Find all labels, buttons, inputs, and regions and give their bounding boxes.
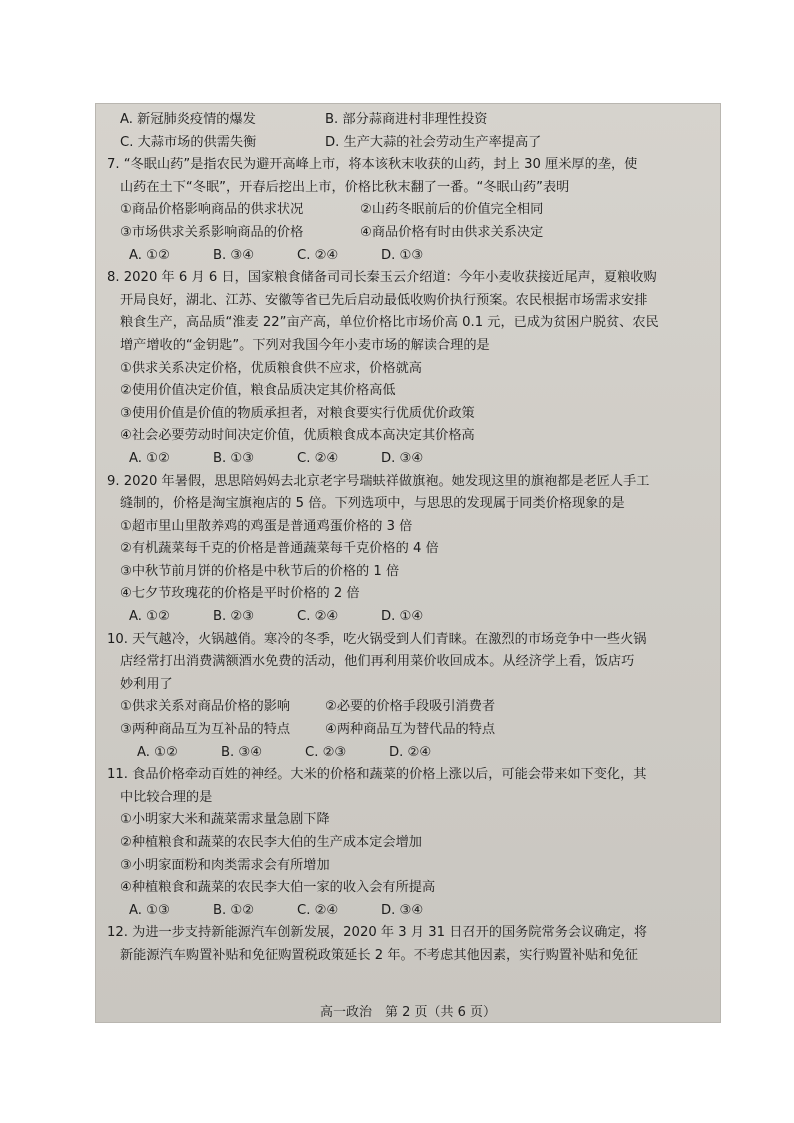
q11-stem-line2: 中比较合理的是 [120, 789, 213, 805]
q6-options-row1 [107, 109, 711, 132]
q8-option-b: B. ①③ [213, 450, 255, 466]
q6-option-b: B. 部分蒜商进村非理性投资 [325, 112, 488, 127]
q9-statement-4: ④七夕节玫瑰花的价格是平时价格的 2 倍 [120, 586, 360, 602]
q12-stem-line2: 新能源汽车购置补贴和免征购置税政策延长 2 年。不考虑其他因素，实行购置补贴和免征 [120, 947, 638, 963]
q7-statements-row2 [107, 222, 711, 245]
q10-stem-line3: 妙利用了 [120, 676, 173, 692]
q9-option-b: B. ②③ [213, 609, 255, 625]
q11-stem-line1: 11. 食品价格牵动百姓的神经。大米的价格和蔬菜的价格上涨以后，可能会带来如下变化，其 [107, 767, 647, 783]
q9-statement-2: ②有机蔬菜每千克的价格是普通蔬菜每千克价格的 4 倍 [120, 541, 439, 557]
q9-option-d: D. ①④ [381, 609, 424, 625]
q11-option-a: A. ①③ [129, 902, 170, 918]
q9-statement-1: ①超市里山里散养鸡的鸡蛋是普通鸡蛋价格的 3 倍 [120, 518, 413, 534]
q10-statement-4: ④两种商品互为替代品的特点 [325, 722, 496, 738]
page-footer: 高一政治 第 2 页（共 6 页） [319, 1005, 497, 1020]
q10-statement-1: ①供求关系对商品价格的影响 [120, 699, 291, 715]
q7-statement-4: ④商品价格有时由供求关系决定 [360, 224, 544, 240]
page-content [107, 109, 711, 968]
q8-answer-options [107, 448, 711, 471]
q7-statements-row1 [107, 199, 711, 222]
q9-option-c: C. ②④ [297, 609, 339, 625]
q10-statements-row1 [107, 696, 711, 719]
q6-option-d: D. 生产大蒜的社会劳动生产率提高了 [325, 134, 542, 150]
q7-option-d: D. ①③ [381, 247, 424, 263]
q11-statement-2: ②种植粮食和蔬菜的农民李大伯的生产成本定会增加 [120, 835, 422, 850]
q7-stem-line2: 山药在土下“冬眠”，开春后挖出上市，价格比秋末翻了一番。“冬眠山药”表明 [120, 179, 570, 195]
q10-stem-line1: 10. 天气越冷，火锅越俏。寒冷的冬季，吃火锅受到人们青睐。在激烈的市场竞争中一些火锅 [107, 631, 647, 647]
q10-statement-2: ②必要的价格手段吸引消费者 [325, 699, 496, 715]
q9-stem-line2: 缝制的，价格是淘宝旗袍店的 5 倍。下列选项中，与思思的发现属于同类价格现象的是 [120, 496, 625, 512]
q11-option-c: C. ②④ [297, 902, 339, 918]
q10-option-c: C. ②③ [305, 744, 347, 760]
q10-option-a: A. ①② [137, 744, 178, 760]
q6-option-c: C. 大蒜市场的供需失衡 [120, 134, 257, 150]
q7-statement-1: ①商品价格影响商品的供求状况 [120, 202, 304, 218]
q12-stem-line1: 12. 为进一步支持新能源汽车创新发展，2020 年 3 月 31 日召开的国务院常务会议确定，将 [107, 925, 648, 941]
q11-option-b: B. ①② [213, 902, 255, 918]
q8-option-c: C. ②④ [297, 450, 339, 466]
q8-option-a: A. ①② [129, 450, 170, 466]
exam-page [95, 103, 721, 1023]
q7-option-c: C. ②④ [297, 247, 339, 263]
q11-statement-4: ④种植粮食和蔬菜的农民李大伯一家的收入会有所提高 [120, 880, 436, 896]
q8-statement-1: ①供求关系决定价格，优质粮食供不应求，价格就高 [120, 360, 422, 376]
q8-option-d: D. ③④ [381, 450, 424, 466]
q10-option-b: B. ③④ [221, 744, 263, 760]
q7-stem-line1: 7. “冬眠山药”是指农民为避开高峰上市，将本该秋末收获的山药，封上 30 厘米厚的垄，使 [107, 157, 638, 173]
q11-statement-1: ①小明家大米和蔬菜需求量急剧下降 [120, 812, 330, 828]
q7-statement-3: ③市场供求关系影响商品的价格 [120, 224, 304, 240]
q10-statement-3: ③两种商品互为互补品的特点 [120, 722, 291, 738]
q7-statement-2: ②山药冬眠前后的价值完全相同 [360, 202, 544, 218]
q8-stem-line4: 增产增收的“金钥匙”。下列对我国今年小麦市场的解读合理的是 [120, 337, 490, 353]
q9-statement-3: ③中秋节前月饼的价格是中秋节后的价格的 1 倍 [120, 563, 400, 579]
q10-stem-line2: 店经常打出消费满额酒水免费的活动，他们再利用菜价收回成本。从经济学上看，饭店巧 [120, 654, 635, 670]
q7-option-b: B. ③④ [213, 247, 255, 263]
q10-answer-options [107, 742, 711, 765]
q8-statement-4: ④社会必要劳动时间决定价值，优质粮食成本高决定其价格高 [120, 428, 475, 444]
q9-stem-line1: 9. 2020 年暑假，思思陪妈妈去北京老字号瑞蚨祥做旗袍。她发现这里的旗袍都是老匠人手工 [107, 473, 650, 489]
q7-option-a: A. ①② [129, 247, 170, 263]
q8-statement-3: ③使用价值是价值的物质承担者，对粮食要实行优质优价政策 [120, 405, 475, 421]
q11-option-d: D. ③④ [381, 902, 424, 918]
q10-option-d: D. ②④ [389, 744, 432, 760]
q9-option-a: A. ①② [129, 609, 170, 625]
q7-answer-options [107, 245, 711, 268]
q8-stem-line2: 开局良好，湖北、江苏、安徽等省已先后启动最低收购价执行预案。农民根据市场需求安排 [120, 292, 648, 308]
q10-statements-row2 [107, 719, 711, 742]
q11-answer-options [107, 900, 711, 923]
q9-answer-options [107, 606, 711, 629]
q8-stem-line1: 8. 2020 年 6 月 6 日，国家粮食储备司司长秦玉云介绍道：今年小麦收获接近尾声，夏粮收购 [107, 270, 657, 286]
q8-statement-2: ②使用价值决定价值，粮食品质决定其价格高低 [120, 383, 396, 399]
q8-stem-line3: 粮食生产，高品质“淮麦 22”亩产高，单位价格比市场价高 0.1 元，已成为贫困户脱贫、农民 [120, 315, 659, 331]
q11-statement-3: ③小明家面粉和肉类需求会有所增加 [120, 857, 330, 873]
q6-option-a: A. 新冠肺炎疫情的爆发 [120, 112, 256, 127]
q6-options-row2 [107, 132, 711, 155]
